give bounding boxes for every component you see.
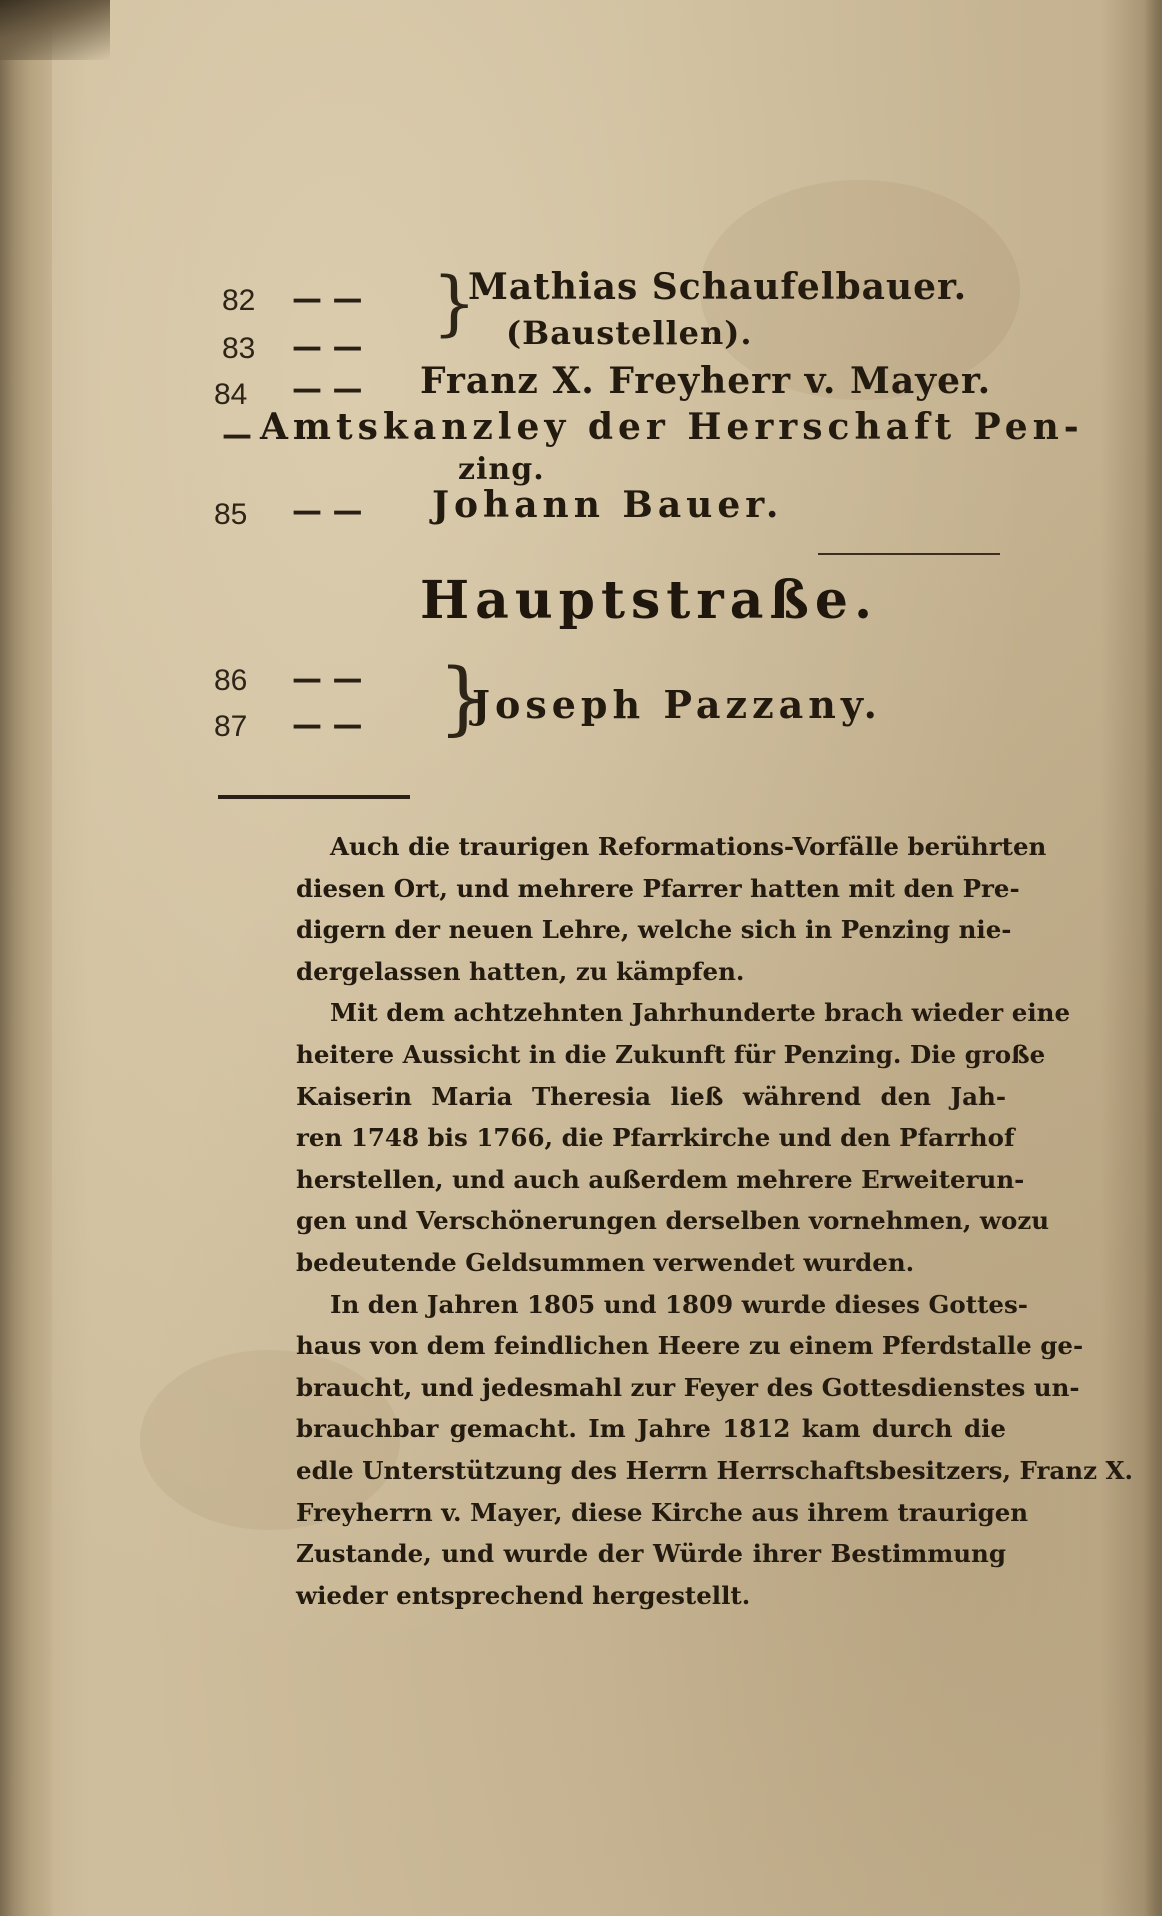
owner-name: Mathias Schaufelbauer. <box>468 266 968 308</box>
text-line: Mit dem achtzehnten Jahrhunderte brach wieder eine <box>330 998 1071 1028</box>
text-line: haus von dem feindlichen Heere zu einem Pferdstalle ge- <box>296 1331 1084 1361</box>
owner-name: (Baustellen). <box>506 314 753 352</box>
text-line: herstellen, und auch außerdem mehrere Erweiterun- <box>296 1164 1025 1194</box>
page-corner-shadow <box>0 0 110 60</box>
owner-name: Johann Bauer. <box>432 484 784 526</box>
house-number: 86 <box>214 664 248 697</box>
dash-separator: — — <box>292 282 363 317</box>
owner-name: Franz X. Freyherr v. Mayer. <box>420 360 992 402</box>
house-number: 85 <box>214 498 248 531</box>
owner-name: Joseph Pazzany. <box>472 682 882 727</box>
text-line: ren 1748 bis 1766, die Pfarrkirche und den Pfarrhof <box>296 1123 1015 1153</box>
divider-rule <box>818 553 1000 555</box>
house-number: 83 <box>222 332 256 365</box>
text-line: Auch die traurigen Reformations-Vorfälle berührten <box>330 832 1047 861</box>
text-line: gen und Verschönerungen derselben vornehmen, wozu <box>296 1206 1050 1236</box>
brace-86-87: } <box>438 651 489 744</box>
text-line: heitere Aussicht in die Zukunft für Penzing. Die große <box>296 1039 1046 1069</box>
house-number: 84 <box>214 378 248 411</box>
dash-separator: — — <box>292 330 363 365</box>
body-text <box>296 826 1134 1616</box>
text-line: In den Jahren 1805 und 1809 wurde dieses Gottes- <box>330 1289 1028 1319</box>
text-line: diesen Ort, und mehrere Pfarrer hatten mit den Pre- <box>296 873 1020 903</box>
text-line: wieder entsprechend hergestellt. <box>296 1580 751 1610</box>
house-number: 82 <box>222 284 256 317</box>
dash-separator: — — <box>292 708 363 743</box>
paragraph <box>296 826 1047 992</box>
text-line: brauchbar gemacht. Im Jahre 1812 kam durch die <box>296 1414 1006 1444</box>
owner-name-continuation: zing. <box>458 452 545 487</box>
text-line: edle Unterstützung des Herrn Herrschaftsbesitzers, Franz X. <box>296 1455 1134 1485</box>
paragraph <box>296 1284 1134 1617</box>
text-line: dergelassen hatten, zu kämpfen. <box>296 956 745 986</box>
section-heading: Hauptstraße. <box>420 570 879 631</box>
dash-separator: — — <box>292 494 363 529</box>
dash-separator: — — <box>292 662 363 697</box>
dash-separator: — — <box>292 372 363 407</box>
text-line: Zustande, und wurde der Würde ihrer Bestimmung <box>296 1539 1006 1569</box>
text-line: braucht, und jedesmahl zur Feyer des Gottesdienstes un- <box>296 1372 1080 1402</box>
text-line: Freyherrn v. Mayer, diese Kirche aus ihrem traurigen <box>296 1497 1029 1527</box>
text-line: Kaiserin Maria Theresia ließ während den Jah- <box>296 1081 1006 1111</box>
dash-separator: — <box>222 418 252 453</box>
page-binding-edge <box>0 0 52 1916</box>
text-line: digern der neuen Lehre, welche sich in Penzing nie- <box>296 915 1012 945</box>
brace-82-83: } <box>432 262 477 344</box>
page-right-edge <box>1144 0 1162 1916</box>
divider-rule <box>218 795 410 799</box>
text-line: bedeutende Geldsummen verwendet wurden. <box>296 1247 915 1277</box>
paragraph <box>296 992 1071 1283</box>
house-number: 87 <box>214 710 248 743</box>
owner-name: Amtskanzley der Herrschaft Pen- <box>260 406 1084 448</box>
